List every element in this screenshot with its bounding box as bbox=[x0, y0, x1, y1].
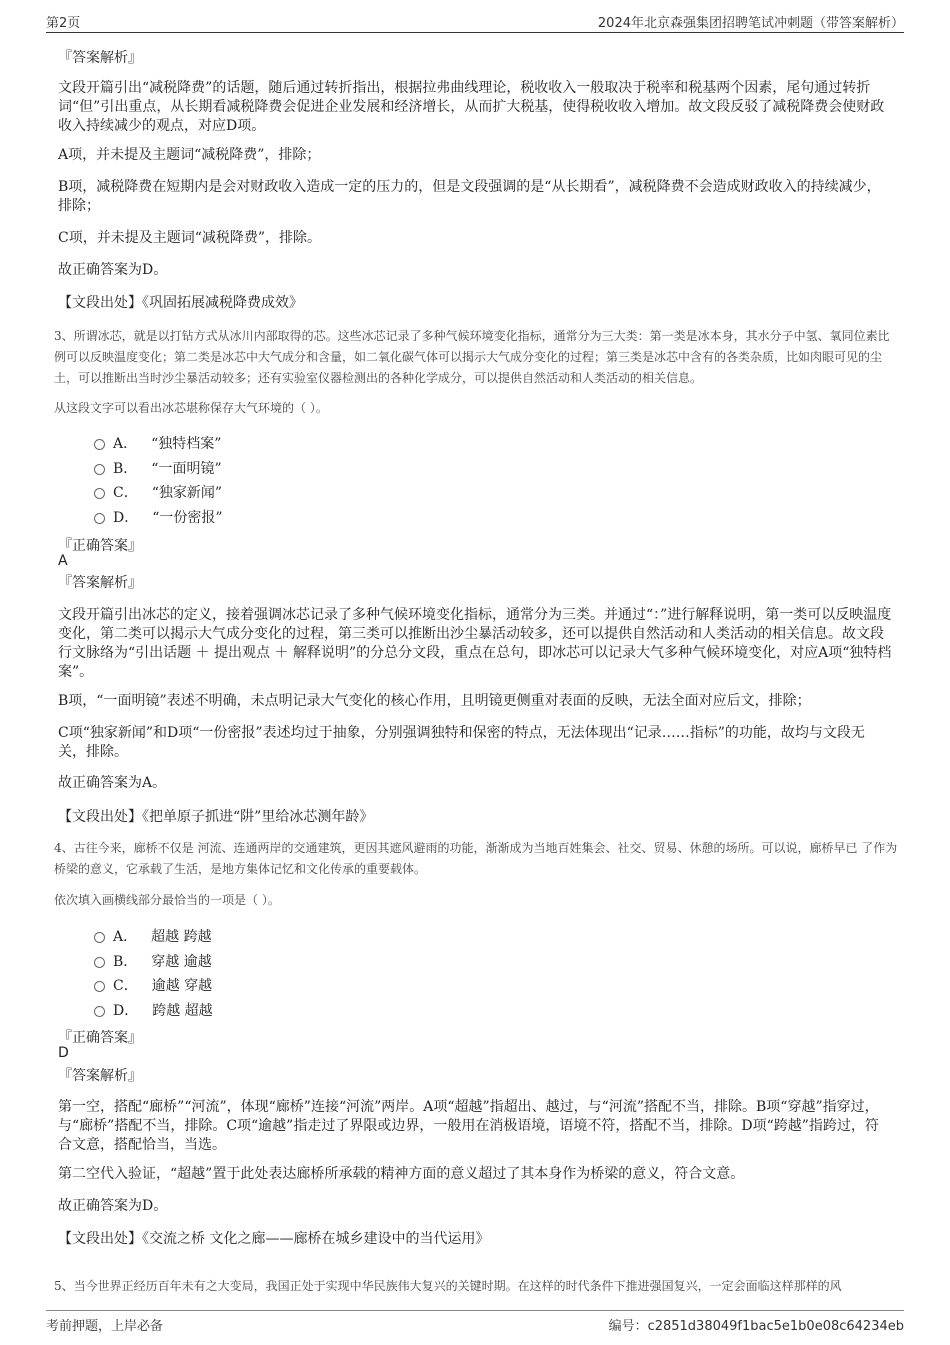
option-key: C． bbox=[113, 485, 138, 501]
option-text: “一份密报” bbox=[152, 510, 223, 526]
q4-option-a[interactable] bbox=[94, 926, 212, 946]
option-text: “独家新闻” bbox=[151, 485, 223, 501]
q3-prompt: 从这段文字可以看出冰芯堪称保存大气环境的（ ）。 bbox=[54, 401, 328, 415]
q4-option-d[interactable] bbox=[94, 1000, 213, 1020]
q3-answer-line: 故正确答案为A。 bbox=[58, 775, 167, 791]
q3-option-a[interactable] bbox=[94, 433, 221, 453]
page-number: 第2页 bbox=[46, 16, 81, 31]
q4-second-blank-note: 第二空代入验证，“超越”置于此处表达廊桥所承载的精神方面的意义超过了其本身作为桥梁的意义，符合文意。 bbox=[58, 1166, 745, 1182]
radio-icon[interactable] bbox=[94, 981, 105, 992]
q4-answer-line: 故正确答案为D。 bbox=[58, 1198, 168, 1214]
q2-analysis-label: 『答案解析』 bbox=[58, 50, 142, 66]
q4-option-b[interactable] bbox=[94, 951, 212, 971]
q5-stem: 5、当今世界正经历百年未有之大变局，我国正处于实现中华民族伟大复兴的关键时期。在这样的时代条件下推进强国复兴，一定会面临这样那样的风 bbox=[54, 1279, 842, 1293]
q4-source: 【文段出处】《交流之桥 文化之廊——廊桥在城乡建设中的当代运用》 bbox=[58, 1231, 490, 1247]
option-text: 跨越 超越 bbox=[152, 1003, 213, 1019]
option-text: “一面明镜” bbox=[151, 461, 222, 477]
document-title: 2024年北京森强集团招聘笔试冲刺题（带答案解析） bbox=[597, 16, 904, 31]
option-text: 超越 跨越 bbox=[151, 929, 212, 945]
q2-option-b-note: B项，减税降费在短期内是会对财政收入造成一定的压力的，但是文段强调的是“从长期看”，减税降费不会造成财政收入的持续减少，排除； bbox=[58, 179, 881, 214]
option-key: C． bbox=[113, 978, 138, 994]
option-key: D． bbox=[113, 1003, 139, 1019]
q2-option-c-note: C项，并未提及主题词“减税降费”，排除。 bbox=[58, 230, 322, 246]
q4-correct-label: 『正确答案』 bbox=[58, 1030, 142, 1046]
q3-source: 【文段出处】《把单原子抓进“阱”里给冰芯测年龄》 bbox=[58, 809, 374, 825]
footer-slogan: 考前押题，上岸必备 bbox=[46, 1319, 164, 1334]
document-code: 编号：c2851d38049f1bac5e1b0e08c64234eb bbox=[608, 1319, 904, 1334]
radio-icon[interactable] bbox=[94, 464, 105, 475]
q2-option-a-note: A项，并未提及主题词“减税降费”，排除； bbox=[58, 147, 321, 163]
radio-icon[interactable] bbox=[94, 957, 105, 968]
q3-correct-label: 『正确答案』 bbox=[58, 538, 142, 554]
option-text: “独特档案” bbox=[151, 436, 222, 452]
option-key: A． bbox=[113, 929, 138, 945]
q2-answer-line: 故正确答案为D。 bbox=[58, 262, 168, 278]
q3-stem: 3、所谓冰芯，就是以打钻方式从冰川内部取得的芯。这些冰芯记录了多种气候环境变化指标，通常分为三大类：第一类是冰本身，其水分子中氢、氧同位素比例可以反映温度变化；第二类是冰芯中大气成分和含量，如二氧化碳气体可以揭示大气成分变化的过程；第三类是冰芯中含有的各类杂质，比如肉眼可见的尘土，可以推断出当时沙尘暴活动较多；还有实验室仪器检测出的各种化学成分，可以提供自然活动和人类活动的相关信息。 bbox=[54, 329, 890, 385]
q3-analysis-paragraph: 文段开篇引出冰芯的定义，接着强调冰芯记录了多种气候环境变化指标，通常分为三类。并通过“：”进行解释说明，第一类可以反映温度变化，第二类可以揭示大气成分变化的过程，第三类可以推断出沙尘暴活动较多，还可以提供自然活动和人类活动的相关信息。故文段行文脉络为“引出话题 ＋ 提出观点 ＋ 解释说明”的分总分文段，重点在总句，即冰芯可以记录大气多种气候环境变化，对应A项“独特档案”。 bbox=[58, 607, 892, 680]
q4-correct-answer: D bbox=[58, 1045, 69, 1061]
q4-option-c[interactable] bbox=[94, 975, 212, 995]
option-key: A． bbox=[113, 436, 138, 452]
option-text: 逾越 穿越 bbox=[151, 978, 213, 994]
option-key: D． bbox=[113, 510, 139, 526]
page-header bbox=[46, 12, 904, 33]
q3-option-b-note: B项，“一面明镜”表述不明确，未点明记录大气变化的核心作用，且明镜更侧重对表面的反映，无法全面对应后文，排除； bbox=[58, 693, 811, 709]
q2-analysis-paragraph: 文段开篇引出“减税降费”的话题，随后通过转折指出，根据拉弗曲线理论，税收收入一般取决于税率和税基两个因素，尾句通过转折词“但”引出重点，从长期看减税降费会促进企业发展和经济增长，从而扩大税基，使得税收收入增加。故文段反驳了减税降费会使财政收入持续减少的观点，对应D项。 bbox=[58, 80, 885, 134]
q3-option-b[interactable] bbox=[94, 458, 222, 478]
radio-icon[interactable] bbox=[94, 488, 105, 499]
q3-analysis-label: 『答案解析』 bbox=[58, 575, 142, 591]
q4-stem: 4、古往今来，廊桥不仅是 河流、连通两岸的交通建筑，更因其遮风避雨的功能，渐渐成为当地百姓集会、社交、贸易、休憩的场所。可以说，廊桥早已 了作为桥梁的意义，它承载了生活，是地方集体记忆和文化传承的重要载体。 bbox=[54, 841, 898, 876]
q2-source: 【文段出处】《巩固拓展减税降费成效》 bbox=[58, 295, 303, 311]
radio-icon[interactable] bbox=[94, 513, 105, 524]
q4-analysis-label: 『答案解析』 bbox=[58, 1068, 142, 1084]
option-key: B． bbox=[113, 461, 138, 477]
q3-option-d[interactable] bbox=[94, 507, 223, 527]
q3-option-cd-note: C项“独家新闻”和D项“一份密报”表述均过于抽象，分别强调独特和保密的特点，无法体现出“记录……指标”的功能，故均与文段无关，排除。 bbox=[58, 725, 865, 760]
radio-icon[interactable] bbox=[94, 439, 105, 450]
radio-icon[interactable] bbox=[94, 932, 105, 943]
radio-icon[interactable] bbox=[94, 1006, 105, 1017]
q3-correct-answer: A bbox=[58, 553, 68, 569]
q4-prompt: 依次填入画横线部分最恰当的一项是（ ）。 bbox=[54, 893, 280, 907]
q4-analysis-paragraph: 第一空，搭配“廊桥”“河流”，体现“廊桥”连接“河流”两岸。A项“超越”指超出、越过，与“河流”搭配不当，排除。B项“穿越”指穿过，与“廊桥”搭配不当，排除。C项“逾越”指走过了界限或边界，一般用在消极语境，语境不符，搭配不当，排除。D项“跨越”指跨过，符合文意，搭配恰当，当选。 bbox=[58, 1099, 879, 1153]
option-key: B． bbox=[113, 954, 138, 970]
option-text: 穿越 逾越 bbox=[151, 954, 212, 970]
page-footer bbox=[46, 1310, 904, 1333]
q3-option-c[interactable] bbox=[94, 482, 222, 502]
